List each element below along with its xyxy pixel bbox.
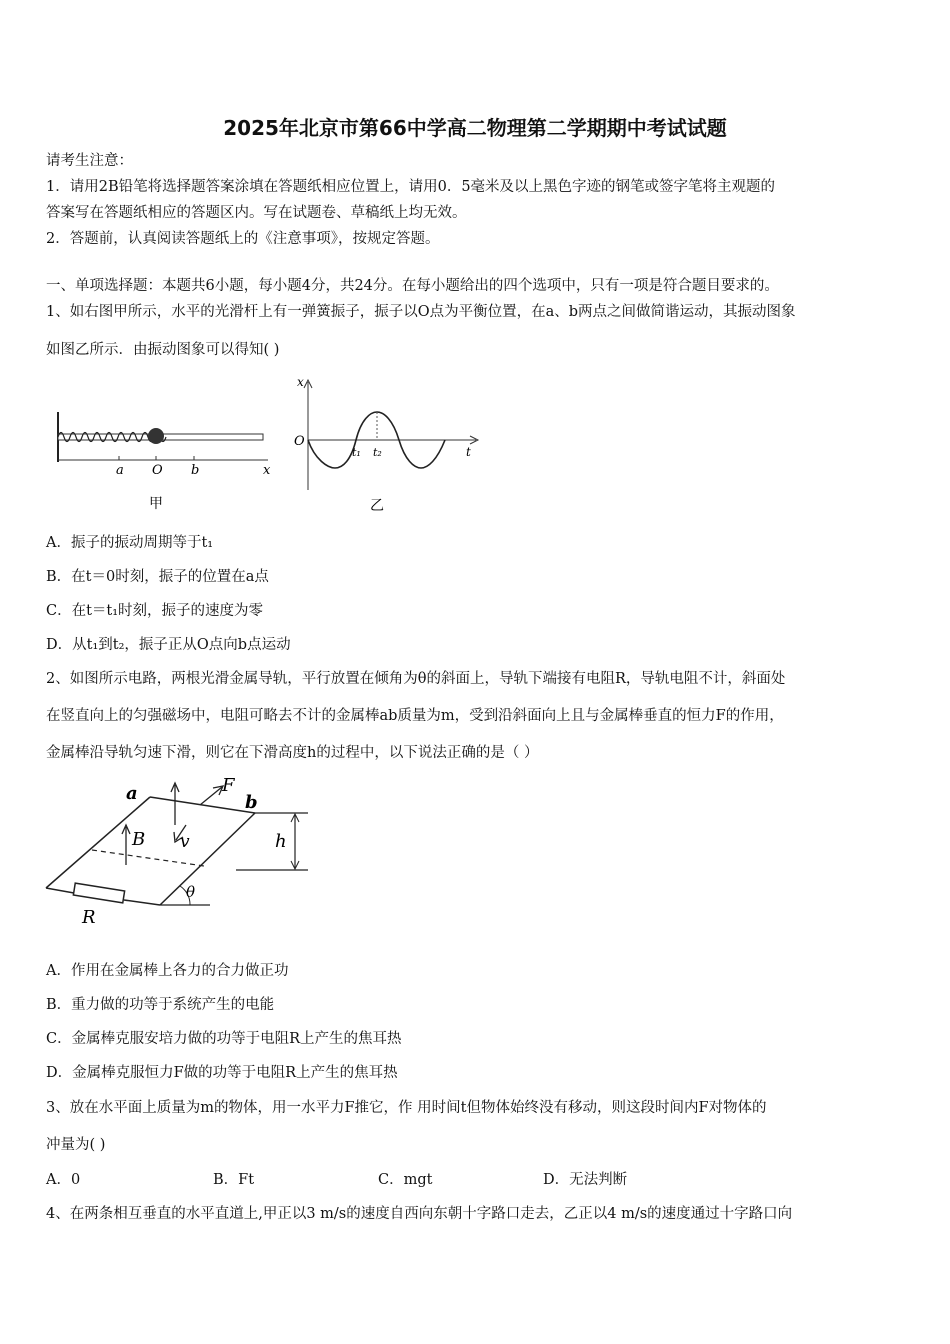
q2-figure-inclined-rails	[40, 775, 320, 935]
dashed-line	[92, 850, 204, 866]
graph-label-t1: t₁	[352, 446, 361, 459]
label-a-rod: a	[126, 783, 138, 804]
label-v: v	[180, 832, 190, 852]
q2-stem-line-3: 金属棒沿导轨匀速下滑，则它在下滑高度h的过程中，以下说法正确的是（ ）	[46, 745, 539, 761]
q1-option-c: C．在t＝t₁时刻，振子的速度为零	[46, 603, 264, 619]
graph-label-x: x	[297, 375, 304, 389]
rod-ab	[150, 797, 255, 813]
q3-option-d: D．无法判断	[543, 1172, 628, 1188]
q4-stem-line-1: 4、在两条相互垂直的水平直道上,甲正以3 m/s的速度自西向东朝十字路口走去，乙正以4 m/s的速度通过十字路口向	[46, 1206, 793, 1222]
graph-label-t2: t₂	[373, 446, 382, 459]
q1-option-a: A．振子的振动周期等于t₁	[46, 535, 214, 551]
q1-stem-line-2: 如图乙所示．由振动图象可以得知( )	[46, 342, 280, 358]
q2-option-a: A．作用在金属棒上各力的合力做正功	[46, 963, 289, 979]
label-r: R	[82, 907, 96, 928]
q1-option-d: D．从t₁到t₂，振子正从O点向b点运动	[46, 637, 291, 653]
q1-figure-vibration-graph	[288, 372, 488, 517]
label-b-field: B	[132, 829, 146, 850]
label-h: h	[275, 831, 287, 852]
q1-figure-spring-oscillator	[46, 390, 286, 515]
rail-right	[160, 813, 255, 905]
notice-heading: 请考生注意：	[46, 153, 133, 169]
wire-left	[46, 888, 74, 893]
q3-option-c: C．mgt	[378, 1172, 433, 1188]
section-heading: 一、单项选择题：本题共6小题，每小题4分，共24分。在每小题给出的四个选项中，只有一项是符合题目要求的。	[46, 278, 779, 294]
q3-stem-line-1: 3、放在水平面上质量为m的物体，用一水平力F推它，作 用时间t但物体始终没有移动，则这段时间内F对物体的	[46, 1100, 767, 1116]
caption-yi: 乙	[370, 498, 384, 514]
notice-line-3: 2．答题前，认真阅读答题纸上的《注意事项》，按规定答题。	[46, 231, 440, 247]
page-title: 2025年北京市第66中学高二物理第二学期期中考试试题	[223, 116, 727, 140]
q3-option-b: B．Ft	[213, 1172, 255, 1188]
q2-option-d: D．金属棒克服恒力F做的功等于电阻R上产生的焦耳热	[46, 1065, 398, 1081]
resistor-r	[73, 883, 124, 903]
q1-option-b: B．在t＝0时刻，振子的位置在a点	[46, 569, 269, 585]
notice-line-1: 1．请用2B铅笔将选择题答案涂填在答题纸相应位置上，请用0．5毫米及以上黑色字迹的钢笔或签字笔将主观题的	[46, 179, 776, 195]
label-a: a	[116, 463, 124, 478]
label-o: O	[152, 463, 163, 478]
q2-option-c: C．金属棒克服安培力做的功等于电阻R上产生的焦耳热	[46, 1031, 402, 1047]
wire-right	[124, 900, 160, 905]
q2-stem-line-2: 在竖直向上的匀强磁场中，电阻可略去不计的金属棒ab质量为m，受到沿斜面向上且与金属棒垂直的恒力F的作用，	[46, 708, 784, 724]
graph-label-t: t	[466, 445, 471, 459]
label-b-rod: b	[245, 792, 258, 813]
label-f: F	[222, 775, 235, 796]
q2-option-b: B．重力做的功等于系统产生的电能	[46, 997, 275, 1013]
label-x: x	[263, 463, 271, 478]
label-b: b	[191, 463, 200, 478]
q1-stem-line-1: 1、如右图甲所示，水平的光滑杆上有一弹簧振子，振子以O点为平衡位置，在a、b两点之间做简谐运动，其振动图象	[46, 304, 796, 320]
oscillator-ball	[148, 428, 164, 444]
graph-label-o: O	[294, 434, 305, 449]
label-theta: θ	[186, 883, 196, 901]
notice-line-2: 答案写在答题纸相应的答题区内。写在试题卷、草稿纸上均无效。	[46, 205, 467, 221]
q2-stem-line-1: 2、如图所示电路，两根光滑金属导轨，平行放置在倾角为θ的斜面上，导轨下端接有电阻R，导轨电阻不计，斜面处	[46, 671, 786, 687]
caption-jia: 甲	[149, 496, 163, 512]
arrow-f	[200, 787, 222, 805]
q3-option-a: A．0	[46, 1172, 81, 1188]
q3-stem-line-2: 冲量为( )	[46, 1137, 106, 1153]
